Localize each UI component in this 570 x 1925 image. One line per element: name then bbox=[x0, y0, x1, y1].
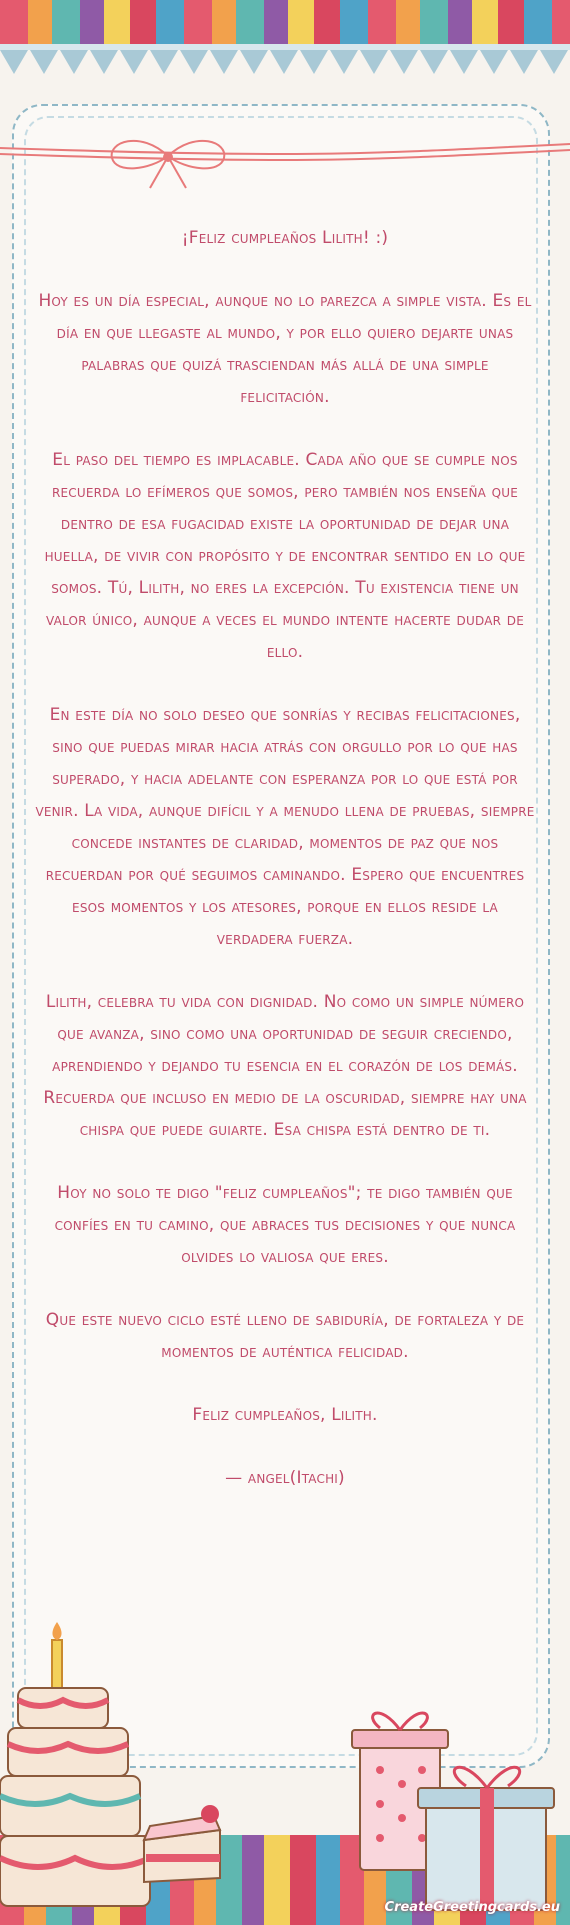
message-paragraph: En este día no solo deseo que sonrías y recibas felicitaciones, sino que puedas mirar hacia atrás con orgullo por lo que has superado, y hacia adelante con esperanza por lo que está por venir. La vida, aunque difícil y a menudo llena de pruebas, siempre concede instantes de claridad, momentos de paz que nos recuerdan por qué seguimos caminando. Espero que encuentres esos momentos y los atesores, porque en ellos reside la verdadera fuerza. bbox=[35, 705, 535, 949]
message-paragraph: Hoy no solo te digo "feliz cumpleaños"; te digo también que confíes en tu camino, que abraces tus decisiones y que nunca olvides lo valiosa que eres. bbox=[54, 1183, 516, 1267]
message-paragraph: Que este nuevo ciclo esté lleno de sabiduría, de fortaleza y de momentos de auténtica felicidad. bbox=[45, 1310, 525, 1362]
bunting-decoration bbox=[0, 44, 570, 82]
message-paragraph: Lilith, celebra tu vida con dignidad. No como un simple número que avanza, sino como una oportunidad de seguir creciendo, aprendiendo y dejando tu esencia en el corazón de los demás. Recuerda que incluso en medio de la oscuridad, siempre hay una chispa que puede guiarte. Esa chispa está dentro de ti. bbox=[43, 992, 527, 1140]
message-paragraph: El paso del tiempo es implacable. Cada año que se cumple nos recuerda lo efímeros que somos, pero también nos enseña que dentro de esa fugacidad existe la oportunidad de dejar una huella, de vivir con propósito y de encontrar sentido en lo que somos. Tú, Lilith, no eres la excepción. Tu existencia tiene un valor único, aunque a veces el mundo intente hacerte dudar de ello. bbox=[44, 450, 526, 662]
ribbon-bow-icon bbox=[0, 130, 570, 190]
logo-icon: CreateGreetingcards.eu bbox=[384, 1900, 560, 1915]
message-paragraph: Hoy es un día especial, aunque no lo parezca a simple vista. Es el día en que llegaste al mundo, y por ello quiero dejarte unas palabras que quizá trasciendan más allá de una simple felicitación. bbox=[38, 291, 532, 407]
signature: — angel(Itachi) bbox=[225, 1468, 345, 1488]
greeting-title: ¡Feliz cumpleaños Lilith! :) bbox=[181, 228, 389, 248]
birthday-cake-icon bbox=[0, 1620, 230, 1925]
card-message bbox=[34, 222, 536, 1525]
closing-line: Feliz cumpleaños, Lilith. bbox=[192, 1405, 378, 1425]
top-stripes-decoration bbox=[0, 0, 570, 44]
gift-box-icon bbox=[340, 1700, 570, 1925]
